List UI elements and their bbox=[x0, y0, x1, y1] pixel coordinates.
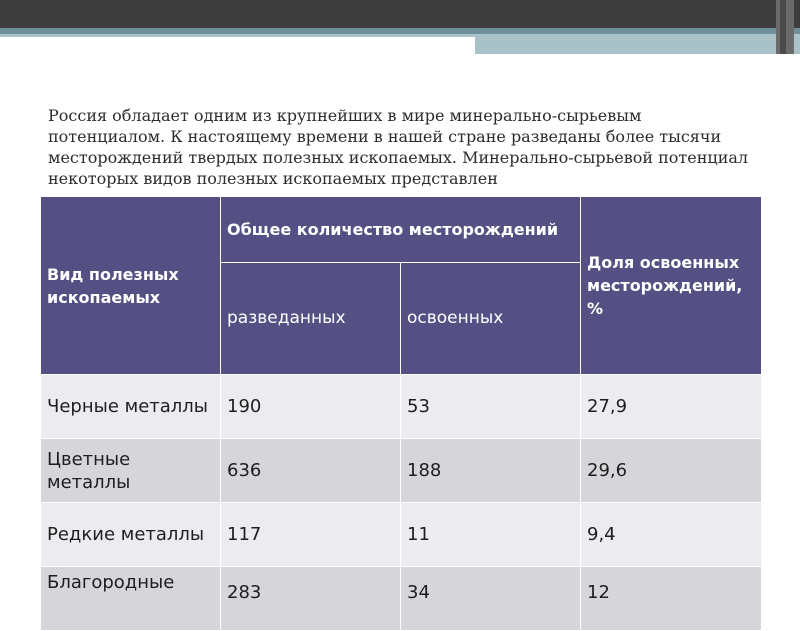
table-row bbox=[41, 503, 762, 567]
cell-mineral-type: Редкие металлы bbox=[41, 503, 221, 567]
header-total-deposits: Общее количество месторождений bbox=[221, 197, 581, 263]
slide-accent-line bbox=[0, 34, 475, 37]
slide-accent-block bbox=[475, 34, 800, 54]
table-header-row bbox=[41, 197, 762, 263]
header-mineral-type: Вид полезных ископаемых bbox=[41, 197, 221, 375]
intro-paragraph: Россия обладает одним из крупнейших в мире минерально-сырьевым потенциалом. К настоящему времени в нашей стране разведаны более тысячи месторождений твердых полезных ископаемых. Минерально-сырьевой потенциал некоторых видов полезных ископаемых представлен bbox=[48, 106, 749, 188]
cell-share: 27,9 bbox=[581, 375, 762, 439]
cell-mineral-type: Благородные bbox=[41, 567, 221, 631]
table-row bbox=[41, 567, 762, 631]
cell-share: 9,4 bbox=[581, 503, 762, 567]
cell-mineral-type: Черные металлы bbox=[41, 375, 221, 439]
minerals-table bbox=[40, 196, 762, 631]
slide-corner-decoration bbox=[776, 0, 794, 54]
cell-developed: 53 bbox=[401, 375, 581, 439]
cell-explored: 636 bbox=[221, 439, 401, 503]
header-developed: освоенных bbox=[401, 263, 581, 375]
cell-share: 12 bbox=[581, 567, 762, 631]
header-explored: разведанных bbox=[221, 263, 401, 375]
table-row bbox=[41, 375, 762, 439]
table-row bbox=[41, 439, 762, 503]
cell-developed: 34 bbox=[401, 567, 581, 631]
cell-developed: 11 bbox=[401, 503, 581, 567]
slide-top-bar bbox=[0, 0, 800, 28]
cell-explored: 283 bbox=[221, 567, 401, 631]
cell-explored: 190 bbox=[221, 375, 401, 439]
cell-explored: 117 bbox=[221, 503, 401, 567]
cell-share: 29,6 bbox=[581, 439, 762, 503]
cell-developed: 188 bbox=[401, 439, 581, 503]
header-share-developed: Доля освоенных месторождений, % bbox=[581, 197, 762, 375]
cell-mineral-type: Цветные металлы bbox=[41, 439, 221, 503]
